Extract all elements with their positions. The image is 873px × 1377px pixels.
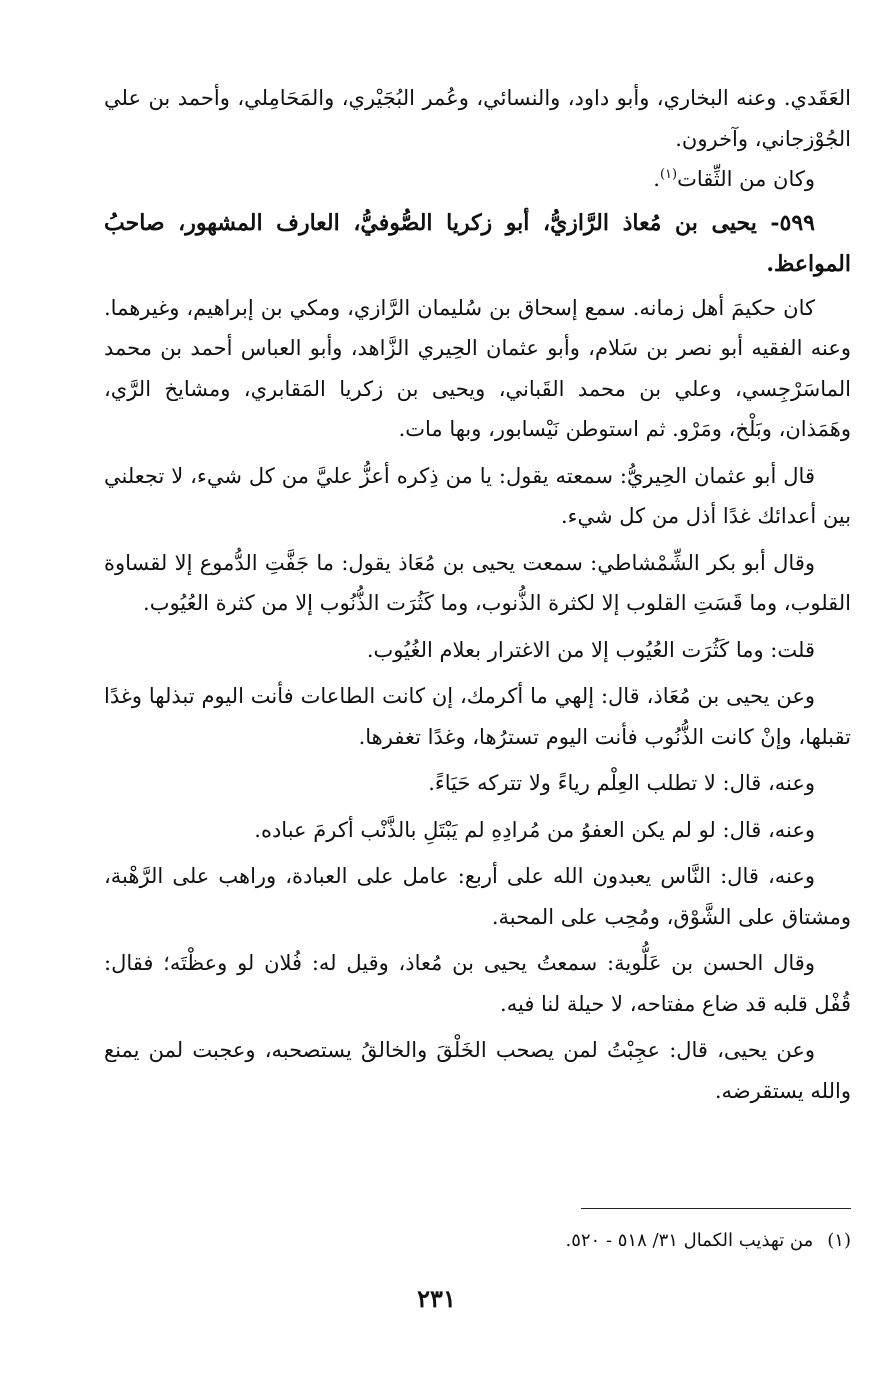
page-number: ٢٣١ — [417, 1284, 456, 1313]
paragraph-7: وعن يحيى بن مُعَاذ، قال: إلهي ما أكرمك، إن كانت الطاعات فأنت اليوم تبذلها وغدًا تقبلها، وإنْ كانت الذُّنُوب فأنت اليوم تسترُها، وغدًا تغفرها. — [104, 684, 851, 749]
footnote-number: (١) — [827, 1230, 851, 1251]
paragraph-4: قال أبو عثمان الحِيريُّ: سمعته يقول: يا من ذِكره أعزُّ عليَّ من كل شيء، لا تجعلني بين أعدائك غدًا أذل من كل شيء. — [104, 463, 851, 528]
paragraph-3: كان حكيمَ أهل زمانه. سمع إسحاق بن سُليمان الرَّازي، ومكي بن إبراهيم، وغيرهما. وعنه الفقيه أبو نصر بن سَلام، وأبو عثمان الحِيري الزَّاهد، وأبو العباس أحمد بن محمد الماسَرْجِسي، وعلي بن محمد القَباني، ويحيى بن زكريا المَقابري، ومشايخ الرَّي، وهَمَذان، وبَلْخ، ومَرْو. ثم استوطن نَيْسابور، وبها مات. — [104, 295, 851, 441]
paragraph-2-text: وكان من الثِّقات — [677, 167, 815, 191]
paragraph-10: وعنه، قال: النَّاس يعبدون الله على أربع: عامل على العبادة، وراهب على الرَّهْبة، ومشتاق على الشَّوْق، ومُحِب على المحبة. — [104, 864, 851, 929]
paragraph-8: وعنه، قال: لا تطلب العِلْم رياءً ولا تتركه حَيَاءً. — [428, 771, 815, 795]
footnote-divider — [581, 1208, 851, 1209]
paragraph-2: وكان من الثِّقات$^{(١)}$. — [653, 167, 815, 191]
paragraph-11: وقال الحسن بن عَلُّوية: سمعتُ يحيى بن مُعاذ، وقيل له: فُلان لو وعظْتَه؛ فقال: قُفْل قلبه قد ضاع مفتاحه، لا حيلة لنا فيه. — [104, 951, 851, 1016]
paragraph-9: وعنه، قال: لو لم يكن العفوُ من مُرادِهِ لم يَبْتَلِ بالذَّنْب أكرمَ عباده. — [254, 817, 815, 842]
paragraph-6: قلت: وما كَثُرَت العُيُوب إلا من الاغترار بعلام الغُيُوب. — [366, 637, 815, 662]
main-text — [104, 78, 851, 1111]
entry-title: ٥٩٩- يحيى بن مُعاذ الرَّازيُّ، أبو زكريا الصُّوفيُّ، العارف المشهور، صاحبُ المواعظ. — [104, 209, 851, 277]
footnote — [104, 1226, 851, 1256]
footnote-text: من تهذيب الكمال ٣١/ ٥١٨ - ٥٢٠. — [565, 1230, 814, 1251]
paragraph-5: وقال أبو بكر الشِّمْشاطي: سمعت يحيى بن مُعَاذ يقول: ما جَفَّتِ الدُّموع إلا لقساوة القلوب، وما قَسَتِ القلوب إلا لكثرة الذُّنوب، وما كَثُرَت الذُّنُوب إلا من كثرة العُيُوب. — [104, 550, 851, 615]
footnote-marker: (١) — [659, 167, 678, 182]
paragraph-12: وعن يحيى، قال: عجِبْتُ لمن يصحب الخَلْقَ والخالقُ يستصحبه، وعجبت لمن يمنع والله يستقرضه. — [104, 1038, 851, 1103]
paragraph-1: العَقَدي. وعنه البخاري، وأبو داود، والنسائي، وعُمر البُجَيْري، والمَحَامِلي، وأحمد بن علي الجُوْزجاني، وآخرون. — [104, 86, 851, 151]
